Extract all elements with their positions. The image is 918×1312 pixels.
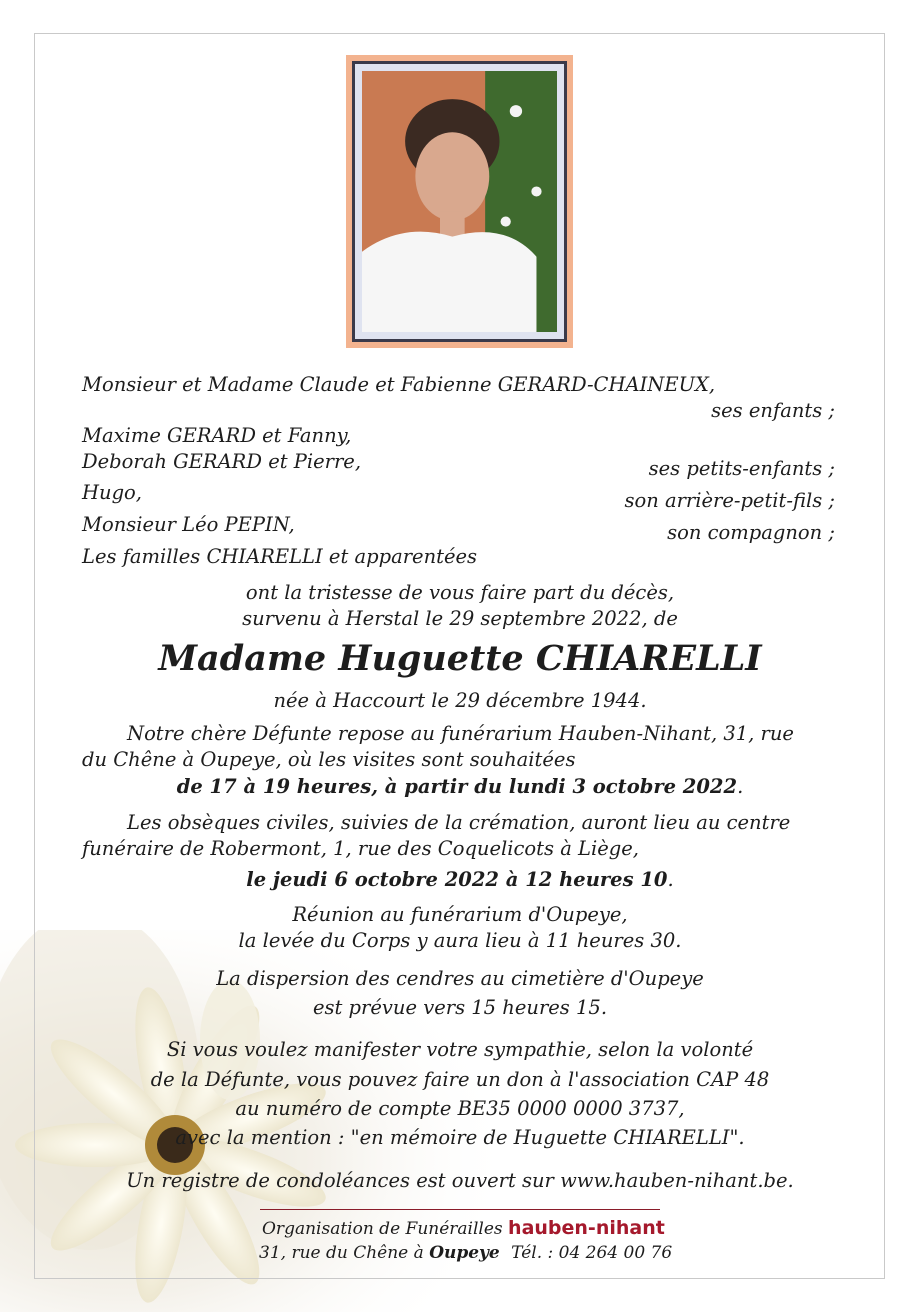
- ashes-line-1: La dispersion des cendres au cimetière d'Oupeye: [216, 967, 704, 990]
- donation-line-2: de la Défunte, vous pouvez faire un don à l'association CAP 48: [150, 1068, 770, 1091]
- funeral-line-1: Les obsèques civiles, suivies de la crémation, auront lieu au centre: [127, 811, 791, 834]
- donation-line-1: Si vous voulez manifester votre sympathie, selon la volonté: [166, 1038, 754, 1061]
- organizer-street: 31, rue du Chêne à: [259, 1243, 424, 1263]
- deceased-birth: née à Haccourt le 29 décembre 1944.: [273, 689, 647, 712]
- visits-line-1: Notre chère Défunte repose au funérarium Hauben-Nihant, 31, rue: [127, 722, 794, 745]
- organizer-prefix: Organisation de Funérailles: [262, 1219, 503, 1239]
- visits-hours: [60, 777, 860, 797]
- organizer-phone: Tél. : 04 264 00 76: [511, 1243, 673, 1263]
- donation-line-4: avec la mention : "en mémoire de Huguette CHIARELLI".: [175, 1126, 745, 1149]
- portrait-photo-frame: [346, 55, 573, 348]
- announce-line-2: survenu à Herstal le 29 septembre 2022, de: [242, 607, 678, 630]
- brand-logo: hauben-nihant: [508, 1217, 665, 1239]
- family-role-great-grandchild: son arrière-petit-fils ;: [624, 489, 835, 512]
- family-role-children: ses enfants ;: [711, 399, 835, 422]
- family-line-children: Monsieur et Madame Claude et Fabienne GERARD-CHAINEUX,: [82, 373, 716, 396]
- family-role-companion: son compagnon ;: [667, 521, 835, 544]
- deceased-name: Madame Huguette CHIARELLI: [158, 638, 762, 679]
- family-line-families: Les familles CHIARELLI et apparentées: [82, 545, 478, 568]
- visits-hours-text: de 17 à 19 heures, à partir du lundi 3 octobre 2022: [176, 775, 738, 798]
- family-line-grandchild-2: Deborah GERARD et Pierre,: [82, 450, 362, 473]
- donation-line-3: au numéro de compte BE35 0000 0000 3737,: [235, 1097, 685, 1120]
- funeral-date-text: le jeudi 6 octobre 2022 à 12 heures 10: [246, 868, 668, 891]
- organizer-address: [259, 1245, 672, 1262]
- announce-line-1: ont la tristesse de vous faire part du décès,: [245, 581, 675, 604]
- funeral-date-end: .: [667, 868, 674, 891]
- funeral-line-2: funéraire de Robermont, 1, rue des Coquelicots à Liège,: [82, 837, 639, 860]
- family-line-great-grandchild: Hugo,: [82, 481, 142, 504]
- organizer-line: [262, 1219, 665, 1238]
- visits-line-2: du Chêne à Oupeye, où les visites sont souhaitées: [82, 748, 576, 771]
- gathering-line-1: Réunion au funérarium d'Oupeye,: [292, 903, 628, 926]
- condolence-registry: Un registre de condoléances est ouvert sur www.hauben-nihant.be.: [126, 1169, 794, 1192]
- family-line-companion: Monsieur Léo PEPIN,: [82, 513, 295, 536]
- family-line-grandchild-1: Maxime GERARD et Fanny,: [82, 424, 352, 447]
- portrait-photo-icon: [362, 71, 557, 332]
- visits-hours-end: .: [737, 775, 744, 798]
- ashes-line-2: est prévue vers 15 heures 15.: [312, 996, 608, 1019]
- family-role-grandchildren: ses petits-enfants ;: [648, 457, 835, 480]
- gathering-line-2: la levée du Corps y aura lieu à 11 heures 30.: [238, 929, 682, 952]
- funeral-date: [60, 870, 860, 890]
- signature-divider: [260, 1209, 660, 1210]
- organizer-town: Oupeye: [429, 1243, 500, 1263]
